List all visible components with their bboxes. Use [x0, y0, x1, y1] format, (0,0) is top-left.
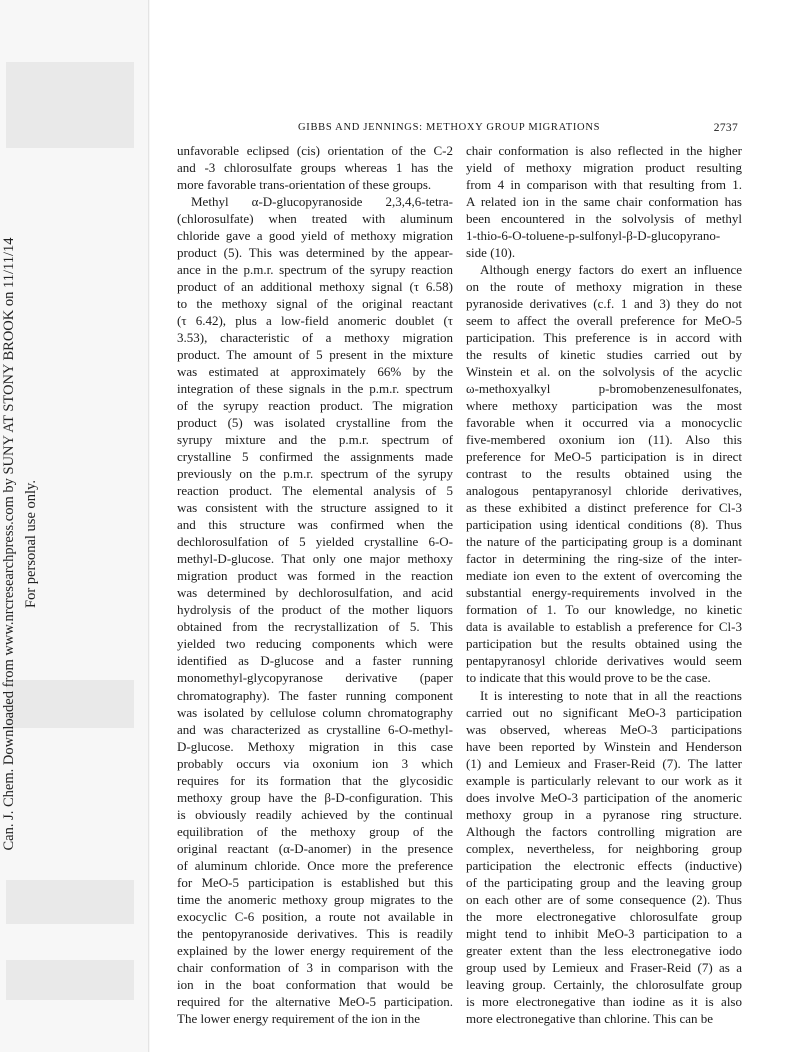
text-line: preference for MeO-5 participation is in direct	[466, 449, 742, 465]
text-line: and this structure was confirmed when the	[177, 517, 453, 533]
text-line: explained by the lower energy requirement of the	[177, 942, 453, 958]
text-line: exocyclic C-6 position, a route not available in	[177, 908, 453, 924]
text-line: from 4 in comparison with that resulting from 1.	[466, 177, 742, 193]
text-line: D-glucose. Methoxy migration in this case	[177, 738, 453, 754]
text-line: ion in the boat conformation that would be	[177, 976, 453, 992]
scan-smudge	[6, 62, 134, 148]
text-line: to the methoxy signal of the original reactant	[177, 296, 453, 312]
text-line: migration product was formed in the reaction	[177, 568, 453, 584]
text-line: contrast to the results obtained using the	[466, 466, 742, 482]
text-line: 1-thio-6-O-toluene-p-sulfonyl-β-D-glucopyrano-	[466, 228, 721, 244]
text-line: was isolated by cellulose column chromatography	[177, 704, 453, 720]
text-line: participation using identical conditions (8). Thus	[466, 517, 742, 533]
text-line: was determined by dechlorosulfation, and acid	[177, 585, 453, 601]
text-line: pentapyranosyl chloride derivatives would seem	[466, 653, 742, 669]
text-line: required for the alternative MeO-5 participation.	[177, 993, 453, 1009]
text-line: is more electronegative than iodine as it is also	[466, 993, 742, 1009]
text-line: obtained from the recrystallization of 5. This	[177, 619, 453, 635]
right-text-column	[466, 142, 742, 1027]
text-line: unfavorable eclipsed (cis) orientation of the C-2	[177, 143, 453, 158]
text-line: chloride gave a good yield of methoxy migration	[177, 228, 453, 244]
text-line: methoxy group have the β-D-configuration. This	[177, 789, 453, 805]
text-line: where methoxy participation was the most	[466, 398, 742, 414]
text-line: and -3 chlorosulfate groups whereas 1 has the	[177, 160, 453, 176]
text-line: was observed, whereas MeO-3 participations	[466, 721, 742, 737]
text-line: identified as D-glucose and a faster running	[177, 653, 453, 669]
text-line: the more electronegative chlorosulfate group	[466, 908, 742, 924]
text-line: the pentopyranoside derivatives. This is readily	[177, 925, 453, 941]
text-line: Although the factors controlling migration are	[466, 823, 742, 839]
text-line: side (10).	[466, 245, 516, 261]
text-line: the nature of the participating group is a dominant	[466, 534, 742, 550]
running-head: GIBBS AND JENNINGS: METHOXY GROUP MIGRATIONS	[298, 122, 601, 133]
text-line: seem to affect the overall preference for MeO-5	[466, 313, 742, 329]
scan-smudge	[6, 960, 134, 1000]
text-line: yielded two reducing components which were	[177, 636, 453, 652]
text-line: participation but the results obtained using the	[466, 636, 742, 652]
text-line: A related ion in the same chair conformation has	[466, 194, 742, 210]
text-line: greater extent than the less electronegative iodo	[466, 942, 742, 958]
text-line: formation of 1. To our knowledge, no kinetic	[466, 602, 742, 618]
text-line: chair conformation of 3 in comparison with the	[177, 959, 453, 975]
text-line: more favorable trans-orientation of these groups.	[177, 177, 432, 193]
text-line: five-membered oxonium ion (11). Also this	[466, 432, 742, 448]
text-line: is obviously readily achieved by the continual	[177, 806, 453, 822]
text-line: of the participating group and the leaving group	[466, 874, 742, 890]
text-line: product of an additional methoxy signal (τ 6.58)	[177, 279, 453, 295]
text-line: crystalline 5 confirmed the assignments made	[177, 449, 453, 465]
text-line: syrupy mixture and the p.m.r. spectrum of	[177, 432, 453, 448]
text-line: more electronegative than chlorine. This can be	[466, 1010, 714, 1026]
text-line: ω-methoxyalkyl p-bromobenzenesulfonates,	[466, 381, 742, 397]
text-line: the results of kinetic studies carried out by	[466, 347, 742, 363]
text-line: complex, nevertheless, for neighboring group	[466, 840, 742, 856]
download-watermark	[0, 214, 46, 874]
text-line: of aluminum chloride. Once more the preference	[177, 857, 453, 873]
text-line: It is interesting to note that in all the reactions	[480, 687, 742, 703]
text-line: chair conformation is also reflected in the higher	[466, 143, 742, 158]
text-line: of the syrupy reaction product. The migration	[177, 398, 453, 414]
text-line: Winstein et al. on the solvolysis of the acyclic	[466, 364, 742, 380]
text-line: equilibration of the methoxy group of the	[177, 823, 453, 839]
watermark-line-1: Can. J. Chem. Downloaded from www.nrcresearchpress.com by SUNY AT STONY BROOK on 11/11/14	[1, 237, 17, 851]
text-line: substantial energy-requirements involved in the	[466, 585, 742, 601]
text-line: previously on the p.m.r. spectrum of the syrupy	[177, 466, 453, 482]
text-line: reaction product. The elemental analysis of 5	[177, 483, 453, 499]
page-header	[174, 122, 738, 138]
text-line: chromatography). The faster running component	[177, 687, 453, 703]
text-line: carried out no significant MeO-3 participation	[466, 704, 742, 720]
text-line: leaving group. Certainly, the chlorosulfate group	[466, 976, 742, 992]
text-line: have been reported by Winstein and Henderson	[466, 738, 742, 754]
text-line: group used by Lemieux and Fraser-Reid (7) as a	[466, 959, 742, 975]
text-line: been encountered in the solvolysis of methyl	[466, 211, 742, 227]
text-line: to indicate that this would prove to be the case.	[466, 670, 711, 686]
text-line: product. The amount of 5 present in the mixture	[177, 347, 453, 363]
scan-edge-line	[148, 0, 149, 1052]
text-line: (1) and Lemieux and Fraser-Reid (7). The latter	[466, 755, 742, 771]
text-line: hydrolysis of the product of the mother liquors	[177, 602, 453, 618]
text-line: factor in determining the ring-size of the inter-	[466, 551, 742, 567]
text-line: yield of methoxy migration product resulting	[466, 160, 742, 176]
text-line: data is available to establish a preference for Cl-3	[466, 619, 742, 635]
text-line: was consistent with the structure assigned to it	[177, 500, 453, 516]
text-line: for MeO-5 participation is established but this	[177, 874, 453, 890]
text-line: original reactant (α-D-anomer) in the presence	[177, 840, 453, 856]
text-line: (chlorosulfate) when treated with aluminum	[177, 211, 453, 227]
text-line: participation. This preference is in accord with	[466, 330, 742, 346]
text-line: (τ 6.42), plus a low-field anomeric doublet (τ	[177, 313, 453, 329]
text-line: favorable when it occurred via a monocyclic	[466, 415, 742, 431]
text-line: product (5) was isolated crystalline from the	[177, 415, 453, 431]
text-line: probably occurs via oxonium ion 3 which	[177, 755, 453, 771]
text-line: Although energy factors do exert an influence	[480, 262, 742, 278]
page-number: 2737	[713, 122, 738, 134]
text-line: pyranoside derivatives (c.f. 1 and 3) they do not	[466, 296, 742, 312]
text-line: product (5). This was determined by the appear-	[177, 245, 453, 261]
text-line: and was characterized as crystalline 6-O-methyl-	[177, 721, 453, 737]
text-line: The lower energy requirement of the ion in the	[177, 1010, 421, 1026]
text-line: time the anomeric methoxy group migrates to the	[177, 891, 453, 907]
text-line: monomethyl-glycopyranose derivative (paper	[177, 670, 453, 686]
text-line: methoxy group in a pyranose ring structure.	[466, 806, 742, 822]
text-line: dechlorosulfation of 5 yielded crystalline 6-O-	[177, 534, 453, 550]
text-line: might tend to inhibit MeO-3 participation to a	[466, 925, 742, 941]
text-line: Methyl α-D-glucopyranoside 2,3,4,6-tetra-	[191, 194, 453, 210]
text-line: analogous pentapyranosyl chloride derivatives,	[466, 483, 742, 499]
text-line: was estimated at approximately 66% by the	[177, 364, 453, 380]
text-line: on the route of methoxy migration in these	[466, 279, 742, 295]
text-line: methyl-D-glucose. That only one major methoxy	[177, 551, 453, 567]
text-line: integration of these signals in the p.m.r. spectrum	[177, 381, 453, 397]
text-line: on each other are of some consequence (2). Thus	[466, 891, 742, 907]
text-line: as these exhibited a distinct preference for Cl-3	[466, 500, 742, 516]
text-line: example is particularly relevant to our work as it	[466, 772, 742, 788]
text-line: requires for its formation that the glycosidic	[177, 772, 453, 788]
text-line: 3.53), characteristic of a methoxy migration	[177, 330, 453, 346]
watermark-line-2: For personal use only.	[23, 480, 39, 608]
text-line: ance in the p.m.r. spectrum of the syrupy reaction	[177, 262, 453, 278]
text-line: mediate ion even to the extent of overcoming the	[466, 568, 742, 584]
text-line: participation the electronic effects (inductive)	[466, 857, 742, 873]
text-line: does involve MeO-3 participation of the anomeric	[466, 789, 742, 805]
scan-smudge	[6, 880, 134, 924]
left-text-column	[177, 142, 453, 1027]
